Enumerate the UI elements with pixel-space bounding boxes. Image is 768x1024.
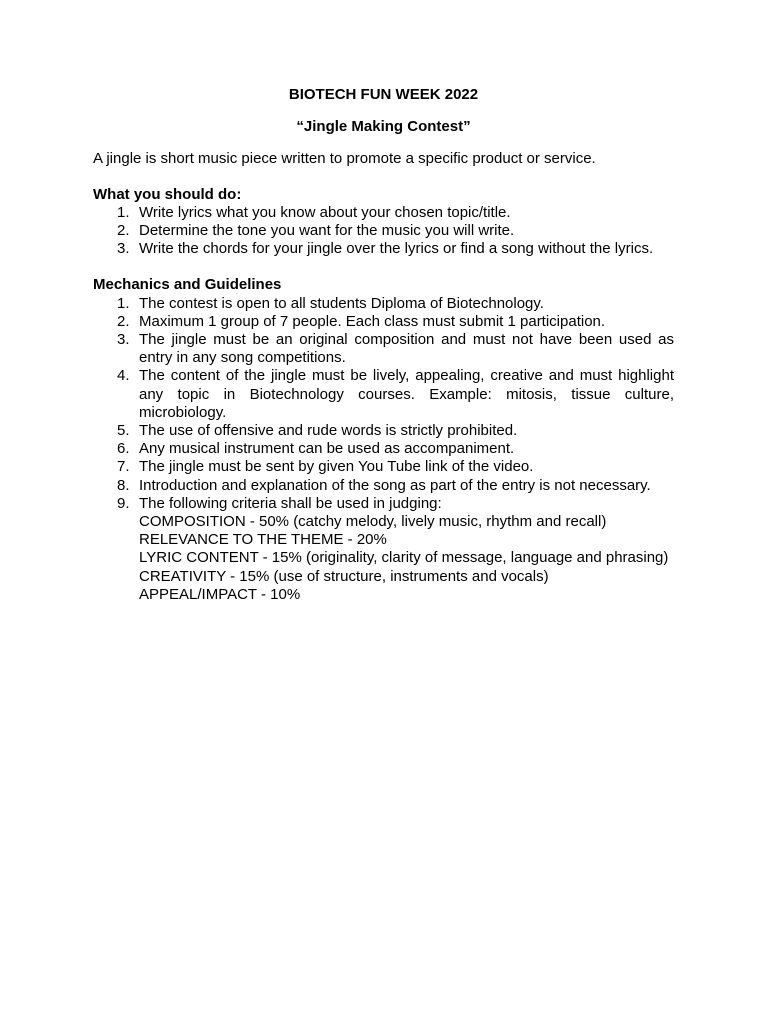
list-item-number: 3. [117, 240, 130, 258]
list-item-number: 2. [117, 222, 130, 240]
list-item-number: 5. [117, 422, 130, 440]
list-item-number: 4. [117, 367, 130, 385]
list-item [93, 422, 674, 440]
list-item [93, 222, 674, 240]
section-heading-what-to-do: What you should do: [93, 185, 242, 203]
document-title: BIOTECH FUN WEEK 2022 [288, 86, 479, 103]
list-item-number: 9. [117, 494, 130, 512]
list-item-text: The jingle must be an original composition and must not have been used as entry in any song competitions. [139, 331, 674, 367]
list-item-text: The contest is open to all students Diploma of Biotechnology. [139, 294, 544, 312]
criteria-line: RELEVANCE TO THE THEME - 20% [139, 531, 387, 549]
list-item [93, 204, 674, 222]
list-item-number: 3. [117, 331, 130, 349]
intro-paragraph: A jingle is short music piece written to promote a specific product or service. [93, 150, 596, 168]
list-item [93, 331, 674, 367]
list-item [93, 313, 674, 331]
list-item-text: Any musical instrument can be used as accompaniment. [139, 440, 515, 458]
list-item-number: 7. [117, 458, 130, 476]
criteria-line: CREATIVITY - 15% (use of structure, instruments and vocals) [139, 567, 549, 585]
list-item-text: The jingle must be sent by given You Tube link of the video. [139, 458, 534, 476]
criteria-line: APPEAL/IMPACT - 10% [139, 585, 301, 603]
list-item-number: 2. [117, 312, 130, 330]
list-item-text: Write lyrics what you know about your chosen topic/title. [139, 203, 511, 221]
criteria-line: COMPOSITION - 50% (catchy melody, lively music, rhythm and recall) [139, 513, 607, 531]
list-item [93, 440, 674, 458]
list-item-number: 1. [117, 294, 130, 312]
list-item [93, 495, 674, 604]
section-heading-mechanics: Mechanics and Guidelines [93, 276, 282, 294]
list-item-text: The use of offensive and rude words is strictly prohibited. [139, 422, 518, 440]
criteria-line: LYRIC CONTENT - 15% (originality, clarity of message, language and phrasing) [139, 549, 669, 567]
list-item-number: 6. [117, 440, 130, 458]
list-item-number: 1. [117, 203, 130, 221]
list-item [93, 240, 674, 258]
document-page [93, 86, 674, 604]
list-item [93, 477, 674, 495]
what-to-do-list [93, 204, 674, 259]
document-subtitle: “Jingle Making Contest” [296, 118, 471, 136]
list-item-text: Determine the tone you want for the music you will write. [139, 222, 515, 240]
list-item-text: The content of the jingle must be lively, appealing, creative and must highlight any topic in Biotechnology courses. Example: mitosis, tissue culture, microbiology. [139, 367, 674, 421]
mechanics-list [93, 295, 674, 604]
list-item-text: Write the chords for your jingle over the lyrics or find a song without the lyrics. [139, 240, 654, 258]
list-item-text: Introduction and explanation of the song as part of the entry is not necessary. [139, 476, 651, 494]
list-item [93, 458, 674, 476]
list-item-text: The following criteria shall be used in judging: [139, 494, 442, 512]
list-item [93, 367, 674, 422]
list-item-number: 8. [117, 476, 130, 494]
list-item [93, 295, 674, 313]
list-item-text: Maximum 1 group of 7 people. Each class must submit 1 participation. [139, 312, 606, 330]
